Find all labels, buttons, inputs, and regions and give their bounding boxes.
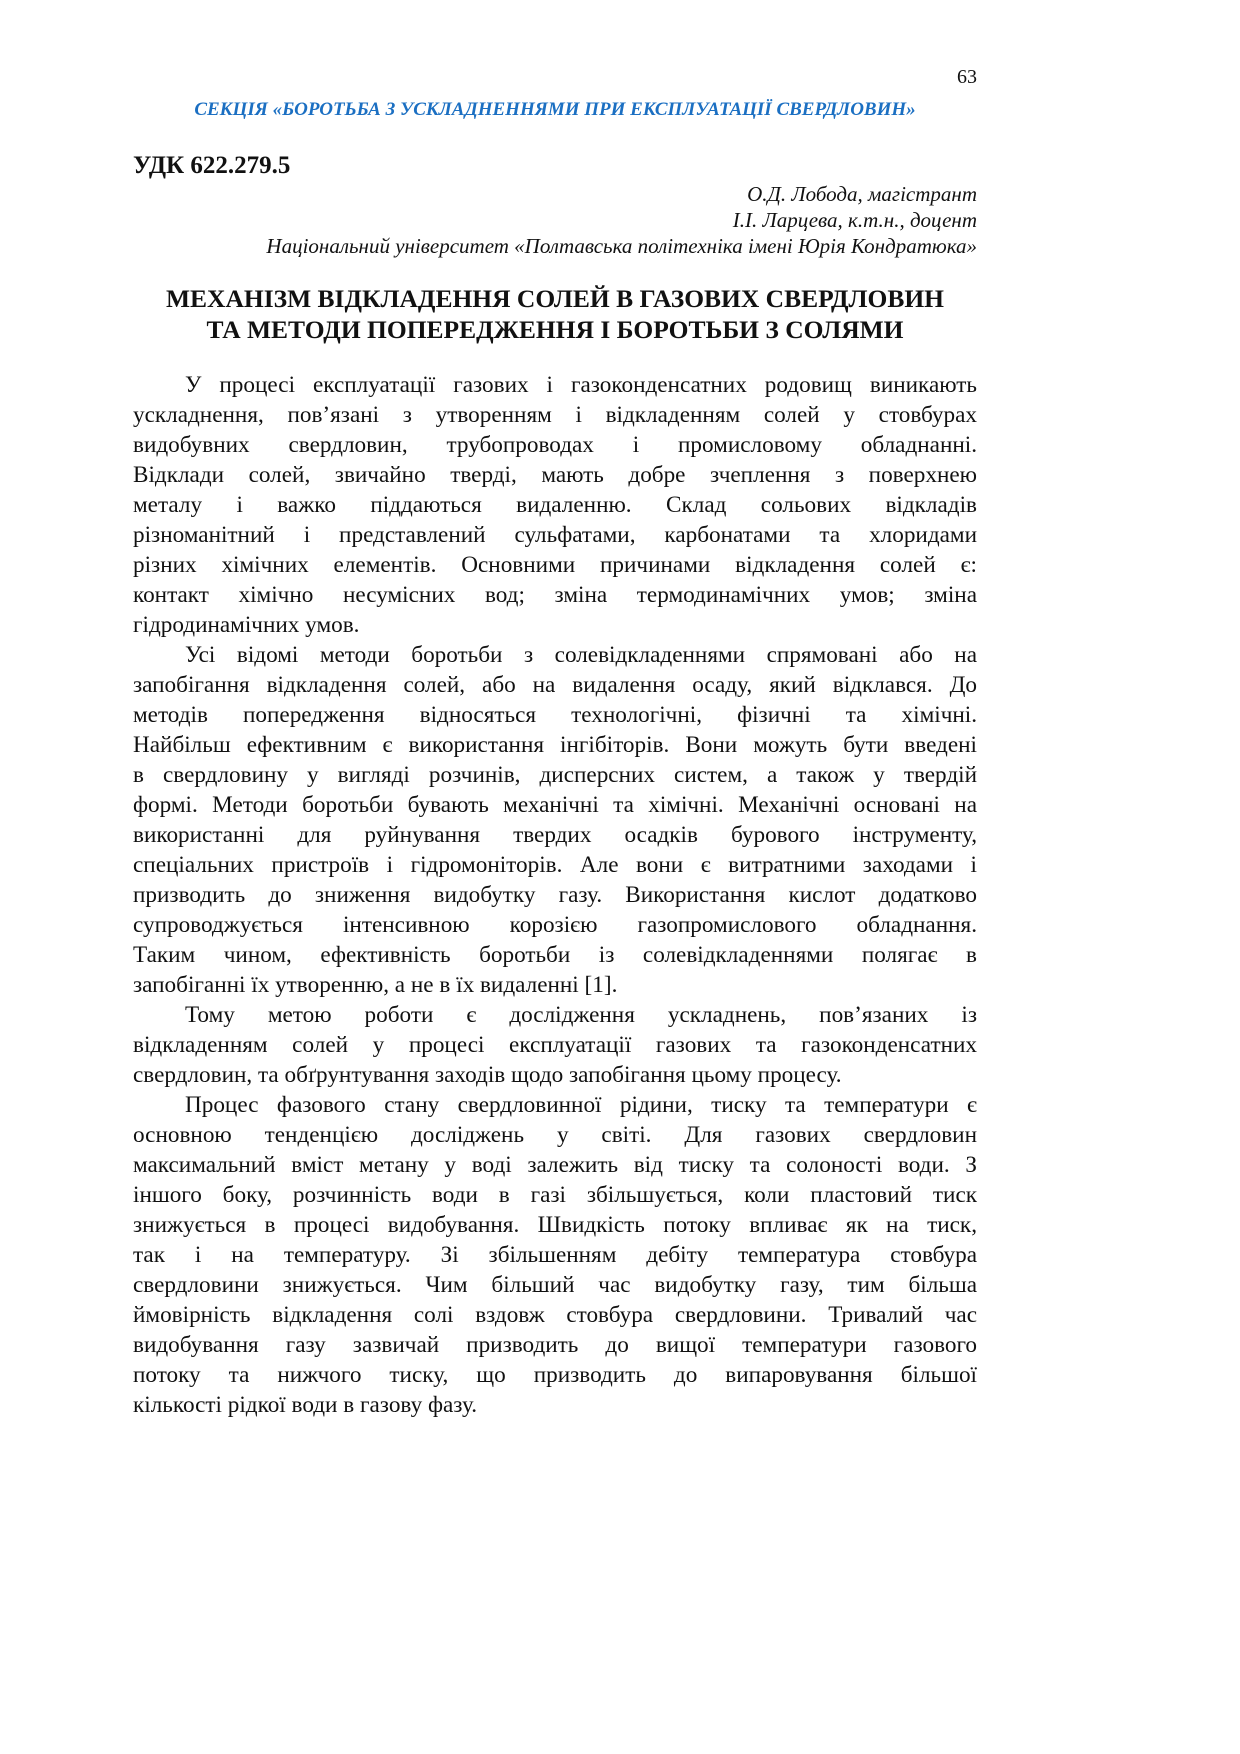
text-line: кількості рідкої води в газову фазу.	[133, 1392, 478, 1418]
text-line: в свердловину у вигляді розчинів, дисперсних систем, а також у твердій	[133, 762, 977, 788]
text-line: Тому метою роботи є дослідження ускладнень, пов’язаних із	[185, 1002, 977, 1028]
text-line: металу і важко піддаються видаленню. Склад сольових відкладів	[133, 492, 977, 518]
text-line: різноманітний і представлений сульфатами, карбонатами та хлоридами	[133, 522, 977, 548]
affiliation: Національний університет «Полтавська політехніка імені Юрія Кондратюка»	[266, 234, 977, 258]
paragraph	[133, 1000, 977, 1090]
text-line: відкладенням солей у процесі експлуатації газових та газоконденсатних	[133, 1032, 977, 1058]
text-line: призводить до зниження видобутку газу. Використання кислот додатково	[133, 882, 977, 908]
text-line: гідродинамічних умов.	[133, 612, 360, 638]
text-line: методів попередження відносяться технологічні, фізичні та хімічні.	[133, 702, 977, 728]
text-line: Відклади солей, звичайно тверді, мають добре зчеплення з поверхнею	[133, 462, 977, 488]
text-line: свердловин, та обґрунтування заходів щодо запобігання цьому процесу.	[133, 1062, 842, 1088]
text-line: свердловини знижується. Чим більший час видобутку газу, тим більша	[133, 1272, 977, 1298]
paragraph	[133, 370, 977, 640]
text-line: Найбільш ефективним є використання інгібіторів. Вони можуть бути введені	[133, 732, 977, 758]
page-number: 63	[957, 66, 977, 88]
udk-code: УДК 622.279.5	[133, 152, 291, 179]
text-line: Процес фазового стану свердловинної рідини, тиску та температури є	[185, 1092, 977, 1118]
text-line: іншого боку, розчинність води в газі збільшується, коли пластовий тиск	[133, 1182, 977, 1208]
paragraph	[133, 640, 977, 1000]
text-line: знижується в процесі видобування. Швидкість потоку впливає як на тиск,	[133, 1212, 977, 1238]
author-1: О.Д. Лобода, магістрант	[747, 182, 977, 206]
text-line: ускладнення, пов’язані з утворенням і відкладенням солей у стовбурах	[133, 402, 977, 428]
text-line: запобіганні їх утворенню, а не в їх видаленні [1].	[133, 972, 618, 998]
text-line: супроводжується інтенсивною корозією газопромислового обладнання.	[133, 912, 977, 938]
paragraph	[133, 1090, 977, 1420]
text-line: потоку та нижчого тиску, що призводить до випаровування більшої	[133, 1362, 977, 1388]
text-line: Усі відомі методи боротьби з солевідкладеннями спрямовані або на	[185, 642, 977, 668]
section-header: СЕКЦІЯ «БОРОТЬБА З УСКЛАДНЕННЯМИ ПРИ ЕКСПЛУАТАЦІЇ СВЕРДЛОВИН»	[194, 99, 916, 120]
title-line-1: МЕХАНІЗМ ВІДКЛАДЕННЯ СОЛЕЙ В ГАЗОВИХ СВЕРДЛОВИН	[165, 284, 945, 313]
title-line-2: ТА МЕТОДИ ПОПЕРЕДЖЕННЯ І БОРОТЬБИ З СОЛЯМИ	[206, 315, 904, 344]
text-line: Таким чином, ефективність боротьби із солевідкладеннями полягає в	[133, 942, 977, 968]
text-line: видобування газу зазвичай призводить до вищої температури газового	[133, 1332, 977, 1358]
text-line: контакт хімічно несумісних вод; зміна термодинамічних умов; зміна	[133, 582, 977, 608]
text-line: формі. Методи боротьби бувають механічні та хімічні. Механічні основані на	[133, 792, 977, 818]
text-line: так і на температуру. Зі збільшенням дебіту температура стовбура	[133, 1242, 977, 1268]
article-title	[133, 283, 977, 345]
text-line: видобувних свердловин, трубопроводах і промисловому обладнанні.	[133, 432, 977, 458]
text-line: ймовірність відкладення солі вздовж стовбура свердловини. Тривалий час	[133, 1302, 977, 1328]
text-line: максимальний вміст метану у воді залежить від тиску та солоності води. З	[133, 1152, 977, 1178]
text-line: запобігання відкладення солей, або на видалення осаду, який відклався. До	[133, 672, 977, 698]
text-line: використанні для руйнування твердих осадків бурового інструменту,	[133, 822, 977, 848]
author-2: І.І. Ларцева, к.т.н., доцент	[732, 208, 977, 232]
text-line: основною тенденцією досліджень у світі. Для газових свердловин	[133, 1122, 977, 1148]
text-line: різних хімічних елементів. Основними причинами відкладення солей є:	[133, 552, 977, 578]
text-line: спеціальних пристроїв і гідромоніторів. Але вони є витратними заходами і	[133, 852, 977, 878]
article-body	[133, 370, 977, 1420]
text-line: У процесі експлуатації газових і газоконденсатних родовищ виникають	[185, 372, 977, 398]
